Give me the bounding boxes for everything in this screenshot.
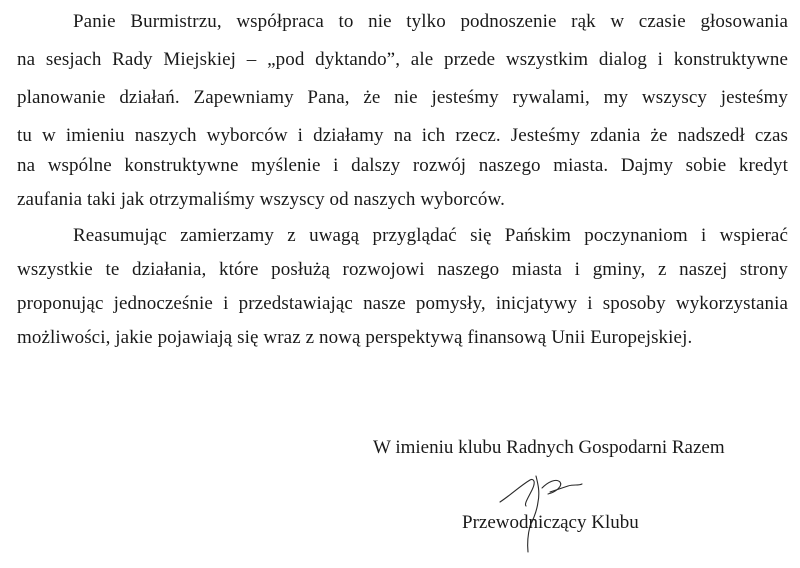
paragraph-1-line-5: na wspólne konstruktywne myślenie i dalszy rozwój naszego miasta. Dajmy sobie kredyt <box>17 155 788 176</box>
paragraph-2-line-1: Reasumując zamierzamy z uwagą przyglądać się Pańskim poczynaniom i wspierać <box>73 225 788 246</box>
paragraph-1-line-4: tu w imieniu naszych wyborców i działamy na ich rzecz. Jesteśmy zdania że nadszedł czas <box>17 125 788 146</box>
paragraph-1-line-1: Panie Burmistrzu, współpraca to nie tylko podnoszenie rąk w czasie głosowania <box>73 11 788 32</box>
closing-on-behalf: W imieniu klubu Radnych Gospodarni Razem <box>373 437 725 458</box>
paragraph-2-line-2: wszystkie te działania, które posłużą rozwojowi naszego miasta i gminy, z naszej strony <box>17 259 788 280</box>
paragraph-1-line-2: na sesjach Rady Miejskiej – „pod dyktando”, ale przede wszystkim dialog i konstruktywne <box>17 49 788 70</box>
paragraph-1-line-3: planowanie działań. Zapewniamy Pana, że nie jesteśmy rywalami, my wszyscy jesteśmy <box>17 87 788 108</box>
paragraph-2-line-3: proponując jednocześnie i przedstawiając nasze pomysły, inicjatywy i sposoby wykorzystania <box>17 293 788 314</box>
paragraph-2-line-4: możliwości, jakie pojawiają się wraz z nową perspektywą finansową Unii Europejskiej. <box>17 327 693 348</box>
paragraph-1-line-6: zaufania taki jak otrzymaliśmy wszyscy od naszych wyborców. <box>17 189 505 210</box>
closing-role: Przewodniczący Klubu <box>462 512 639 533</box>
